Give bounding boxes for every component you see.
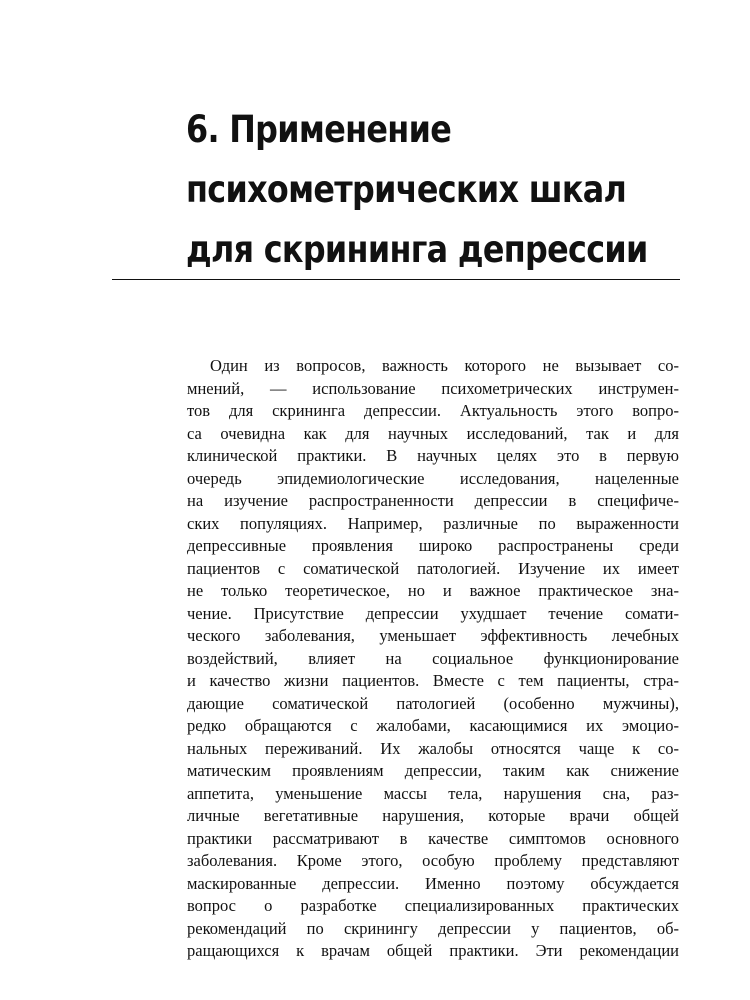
- body-line: матическим проявлениям депрессии, таким как снижение: [187, 761, 679, 780]
- body-line: заболевания. Кроме этого, особую проблему представляют: [187, 851, 679, 870]
- chapter-title-line-1: 6. Применение: [186, 108, 452, 151]
- body-line: личные вегетативные нарушения, которые врачи общей: [187, 806, 679, 825]
- body-line: дающие соматической патологией (особенно мужчины),: [187, 693, 679, 713]
- body-line: очередь эпидемиологические исследования, нацеленные: [187, 468, 679, 488]
- body-line: вопрос о разработке специализированных практических: [187, 896, 679, 915]
- body-line: редко обращаются с жалобами, касающимися их эмоцио-: [187, 716, 679, 735]
- chapter-title-line-3: для скрининга депрессии: [186, 228, 648, 271]
- body-line: Один из вопросов, важность которого не вызывает со-: [210, 356, 679, 375]
- body-line: мнений, — использование психометрических инструмен-: [187, 378, 679, 398]
- body-paragraph: [187, 355, 679, 963]
- body-line: тов для скрининга депрессии. Актуальность этого вопро-: [187, 401, 679, 420]
- body-line: маскированные депрессии. Именно поэтому обсуждается: [187, 873, 679, 893]
- body-line: аппетита, уменьшение массы тела, нарушения сна, раз-: [187, 783, 679, 803]
- body-line: ских популяциях. Например, различные по выраженности: [187, 513, 679, 533]
- body-line: ческого заболевания, уменьшает эффективность лечебных: [187, 626, 679, 645]
- chapter-title-line-2: психометрических шкал: [186, 168, 627, 211]
- chapter-title: [186, 100, 686, 280]
- body-line: практики рассматривают в качестве симптомов основного: [187, 828, 679, 848]
- body-line: пациентов с соматической патологией. Изучение их имеет: [187, 558, 679, 578]
- body-line: и качество жизни пациентов. Вместе с тем пациенты, стра-: [187, 671, 679, 690]
- body-line: воздействий, влияет на социальное функционирование: [187, 648, 679, 668]
- body-line: чение. Присутствие депрессии ухудшает течение сомати-: [187, 603, 679, 623]
- body-line: са очевидна как для научных исследований, так и для: [187, 423, 679, 443]
- body-line: депрессивные проявления широко распространены среди: [187, 536, 679, 555]
- body-line: нальных переживаний. Их жалобы относятся чаще к со-: [187, 738, 679, 758]
- body-line: клинической практики. В научных целях это в первую: [187, 446, 679, 465]
- body-line: на изучение распространенности депрессии в специфиче-: [187, 491, 679, 510]
- body-line: рекомендаций по скринингу депрессии у пациентов, об-: [187, 918, 679, 938]
- body-line: ращающихся к врачам общей практики. Эти рекомендации: [187, 941, 679, 960]
- body-line: не только теоретическое, но и важное практическое зна-: [187, 581, 679, 600]
- title-divider-rule: [112, 279, 680, 280]
